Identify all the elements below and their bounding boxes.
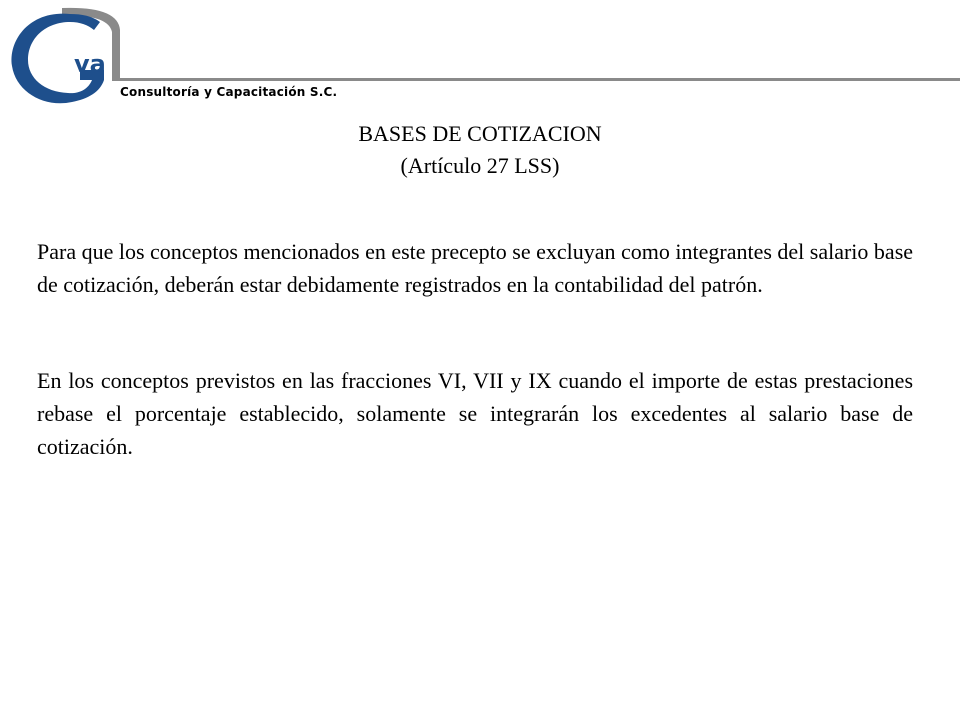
body-paragraph-1: Para que los conceptos mencionados en este precepto se excluyan como integrantes del salario base de cotización, deberán estar debidamente registrados en la contabilidad del patrón.: [37, 239, 914, 297]
body-paragraph-2: En los conceptos previstos en las fracciones VI, VII y IX cuando el importe de estas prestaciones rebase el porcentaje establecido, solamente se integrarán los excedentes al salario base de cotización.: [37, 368, 913, 459]
logo-mark-graphic: [0, 0, 960, 120]
page-heading: [0, 118, 960, 182]
company-logo: [0, 0, 960, 120]
page-subtitle: (Artículo 27 LSS): [400, 153, 560, 178]
logo-va-text: va: [74, 50, 106, 78]
logo-caption: Consultoría y Capacitación S.C.: [120, 85, 338, 99]
page-title: BASES DE COTIZACION: [358, 121, 602, 146]
